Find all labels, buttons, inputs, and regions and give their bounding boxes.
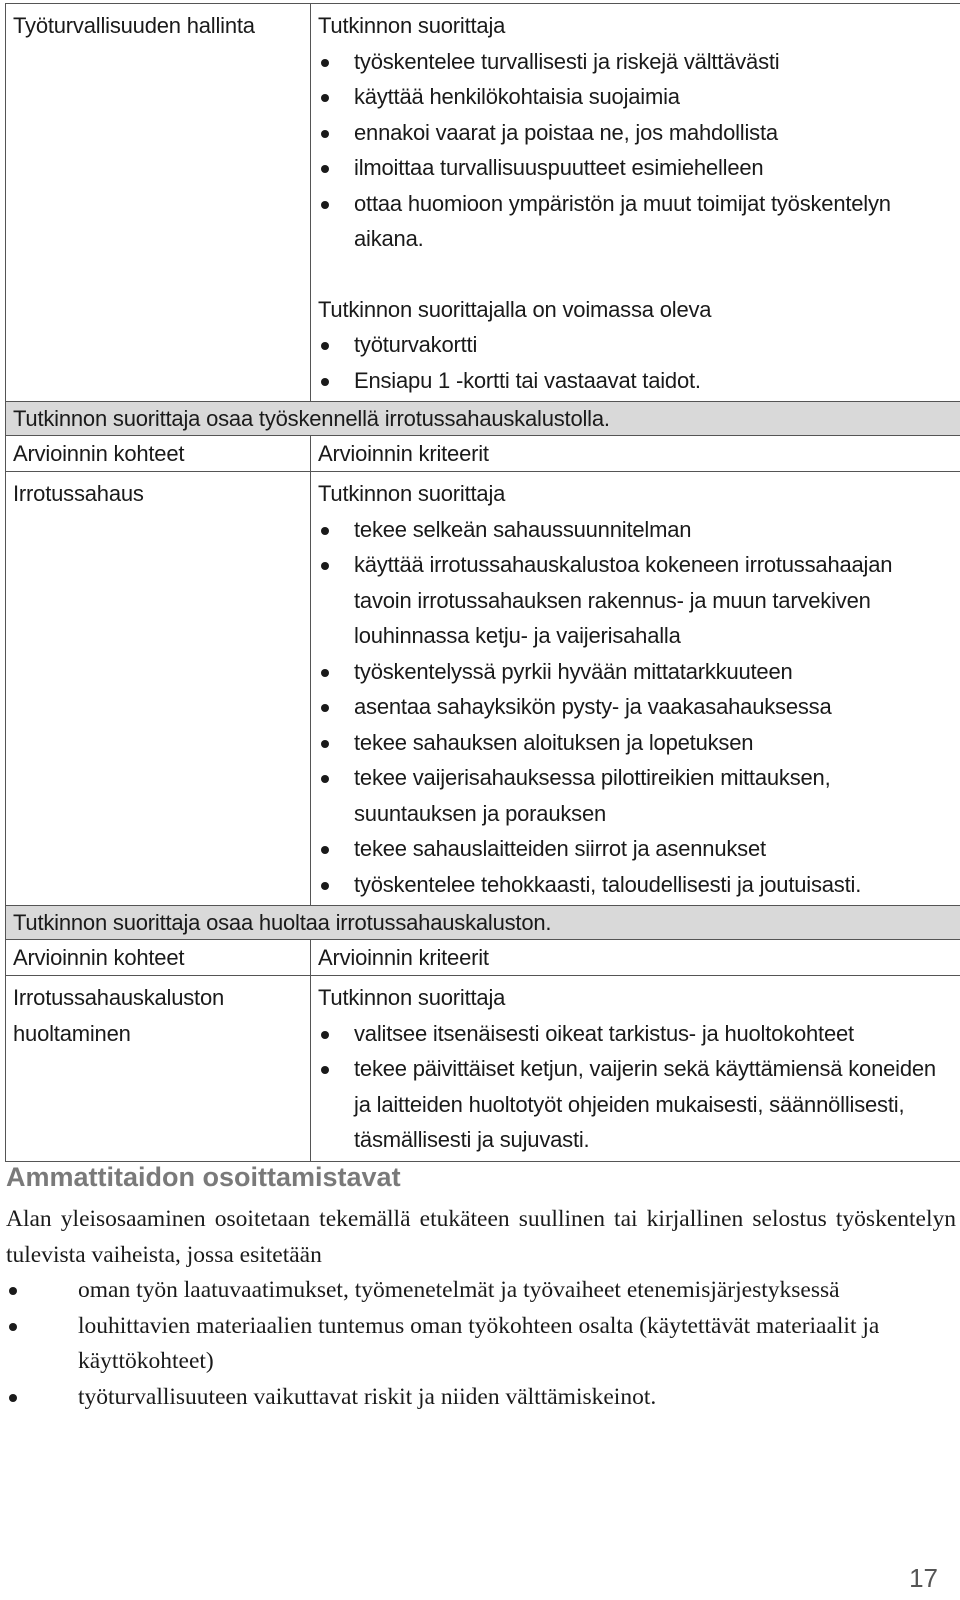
assessment-criteria	[311, 472, 960, 906]
list-item: tekee sahauslaitteiden siirrot ja asennukset	[318, 831, 954, 867]
criteria-intro: Tutkinnon suorittaja	[318, 481, 506, 506]
list-item: tekee sahauksen aloituksen ja lopetuksen	[318, 725, 954, 761]
list-item: käyttää irrotussahauskalustoa kokeneen irrotussahaajan tavoin irrotussahauksen rakennus- ja muun tarvekiven louhinnassa ketju- ja vaijerisahalla	[318, 547, 954, 654]
criteria-list	[318, 327, 954, 398]
demonstration-text	[6, 1202, 956, 1415]
list-item: tekee vaijerisahauksessa pilottireikien mittauksen, suuntauksen ja porauksen	[318, 760, 954, 831]
page-number: 17	[909, 1563, 938, 1593]
criteria-intro: Tutkinnon suorittajalla on voimassa oleva	[318, 296, 712, 322]
table-row	[6, 4, 960, 402]
list-item: Ensiapu 1 -kortti tai vastaavat taidot.	[318, 363, 954, 399]
list-item: käyttää henkilökohtaisia suojaimia	[318, 79, 954, 115]
column-header: Arvioinnin kohteet	[6, 940, 311, 976]
criteria-table	[5, 3, 960, 1162]
table-row	[6, 976, 960, 1162]
table-row	[6, 472, 960, 906]
list-item: oman työn laatuvaatimukset, työmenetelmät ja työvaiheet etenemisjärjestyksessä	[6, 1273, 956, 1309]
column-header: Arvioinnin kohteet	[6, 436, 311, 472]
demonstration-list	[6, 1273, 956, 1415]
spacer	[318, 257, 954, 292]
list-item: työskentelyssä pyrkii hyvään mittatarkkuuteen	[318, 654, 954, 690]
assessment-criteria	[311, 4, 960, 402]
table-header-row	[6, 940, 960, 976]
section-title: Ammattitaidon osoittamistavat	[6, 1162, 401, 1192]
list-item: työturvakortti	[318, 327, 954, 363]
list-item: tekee päivittäiset ketjun, vaijerin sekä käyttämiensä koneiden ja laitteiden huoltotyöt ohjeiden mukaisesti, säännöllisesti, täsmällisesti ja sujuvasti.	[318, 1051, 954, 1158]
competence-heading: Tutkinnon suorittaja osaa työskennellä irrotussahauskalustolla.	[6, 402, 960, 436]
list-item: työturvallisuuteen vaikuttavat riskit ja niiden välttämiskeinot.	[6, 1380, 956, 1416]
paragraph: Alan yleisosaaminen osoitetaan tekemällä etukäteen suullinen tai kirjallinen selostus työskentelyn tulevista vaiheista, jossa esitetään	[6, 1206, 956, 1268]
section-band	[6, 906, 960, 940]
section-band	[6, 402, 960, 436]
criteria-list	[318, 512, 954, 903]
list-item: tekee selkeän sahaussuunnitelman	[318, 512, 954, 548]
competence-heading: Tutkinnon suorittaja osaa huoltaa irrotussahauskaluston.	[6, 906, 960, 940]
criteria-list	[318, 44, 954, 257]
list-item: valitsee itsenäisesti oikeat tarkistus- ja huoltokohteet	[318, 1016, 954, 1052]
assessment-target: Irrotussahauskaluston huoltaminen	[6, 976, 311, 1162]
assessment-target: Irrotussahaus	[6, 472, 311, 906]
column-header: Arvioinnin kriteerit	[311, 436, 960, 472]
list-item: asentaa sahayksikön pysty- ja vaakasahauksessa	[318, 689, 954, 725]
criteria-intro: Tutkinnon suorittaja	[318, 985, 506, 1010]
column-header: Arvioinnin kriteerit	[311, 940, 960, 976]
list-item: työskentelee turvallisesti ja riskejä välttävästi	[318, 44, 954, 80]
list-item: ilmoittaa turvallisuuspuutteet esimiehelleen	[318, 150, 954, 186]
list-item: ennakoi vaarat ja poistaa ne, jos mahdollista	[318, 115, 954, 151]
table-header-row	[6, 436, 960, 472]
assessment-criteria	[311, 976, 960, 1162]
list-item: työskentelee tehokkaasti, taloudellisesti ja joutuisasti.	[318, 867, 954, 903]
list-item: ottaa huomioon ympäristön ja muut toimijat työskentelyn aikana.	[318, 186, 954, 257]
assessment-target: Työturvallisuuden hallinta	[6, 4, 311, 402]
criteria-list	[318, 1016, 954, 1158]
list-item: louhittavien materiaalien tuntemus oman työkohteen osalta (käytettävät materiaalit ja käyttökohteet)	[6, 1309, 956, 1380]
criteria-intro: Tutkinnon suorittaja	[318, 13, 506, 38]
